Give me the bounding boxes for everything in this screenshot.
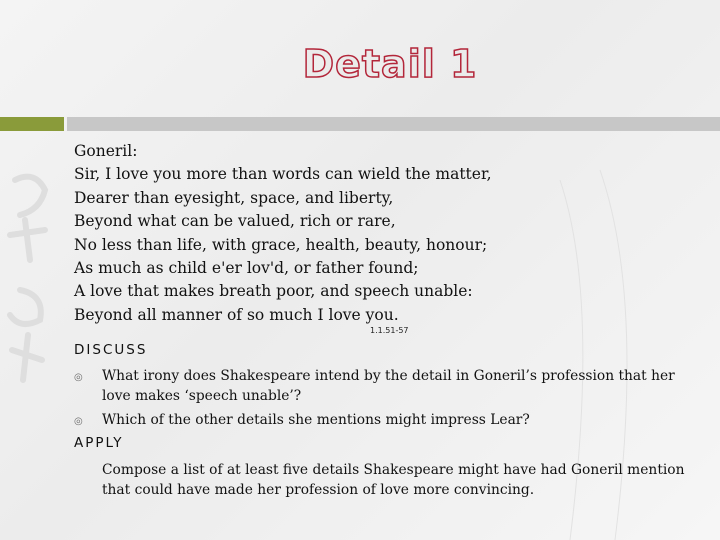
apply-text: Compose a list of at least five details Shakespeare might have had Goneril mention that could have made her profession of love more convincing. — [102, 462, 685, 498]
title-accent-bar — [0, 117, 64, 131]
discuss-item-text: Which of the other details she mentions might impress Lear? — [102, 412, 530, 428]
quote-speaker: Goneril: — [74, 142, 138, 160]
quote-block — [74, 140, 714, 327]
quote-line: Beyond what can be valued, rich or rare, — [74, 212, 396, 231]
quote-line: A love that makes breath poor, and speech unable: — [74, 282, 473, 301]
quote-line: Dearer than eyesight, space, and liberty, — [74, 188, 394, 207]
title-divider-bar — [67, 117, 720, 131]
quote-line: As much as child e'er lov'd, or father found; — [74, 259, 419, 278]
quote-citation: 1.1.51-57 — [370, 326, 409, 335]
quote-line: Beyond all manner of so much I love you. — [74, 305, 399, 324]
bullet-icon: ◎ — [74, 416, 83, 427]
slide-title: Detail 1 — [302, 42, 478, 86]
apply-heading: APPLY — [74, 435, 124, 451]
quote-line: No less than life, with grace, health, beauty, honour; — [74, 235, 488, 254]
bullet-icon: ◎ — [74, 372, 83, 383]
discuss-heading: DISCUSS — [74, 342, 148, 358]
discuss-item-text: What irony does Shakespeare intend by the detail in Goneril’s profession that her love makes ‘speech unable’? — [102, 368, 675, 404]
quote-line: Sir, I love you more than words can wield the matter, — [74, 165, 492, 184]
